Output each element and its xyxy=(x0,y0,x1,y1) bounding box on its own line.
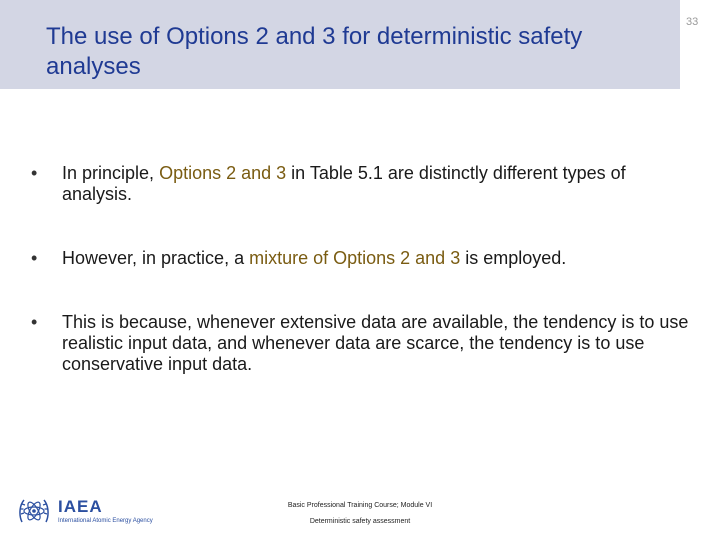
footer-course: Basic Professional Training Course; Module VI xyxy=(287,502,433,509)
bullet-segment: This is because, whenever extensive data are available, the tendency is to use realistic input data, and whenever data are scarce, the tendency is to use conservative input data. xyxy=(62,312,689,374)
iaea-logo xyxy=(16,494,166,530)
bullet-text xyxy=(62,163,692,205)
bullet-marker: • xyxy=(31,163,38,183)
bullet-segment: is employed. xyxy=(460,248,567,268)
iaea-emblem-icon xyxy=(16,494,52,530)
bullet-text xyxy=(62,312,692,375)
bullet-marker: • xyxy=(31,312,38,332)
bullet-marker: • xyxy=(31,248,38,268)
slide-title: The use of Options 2 and 3 for deterministic safety analyses xyxy=(46,23,583,80)
slide-number: 33 xyxy=(686,16,699,28)
bullet-text xyxy=(62,248,692,269)
bullet-segment: However, in practice, a xyxy=(62,248,250,268)
footer-topic: Deterministic safety assessment xyxy=(309,518,411,525)
logo-abbreviation: IAEA xyxy=(58,497,103,516)
highlight-segment: mixture of Options 2 and 3 xyxy=(249,248,461,268)
highlight-segment: Options 2 and 3 xyxy=(159,163,287,183)
logo-full-name: International Atomic Energy Agency xyxy=(58,518,153,524)
bullet-segment: in Table 5.1 are distinctly different types of analysis. xyxy=(62,163,626,204)
bullet-segment: In principle, xyxy=(62,163,160,183)
